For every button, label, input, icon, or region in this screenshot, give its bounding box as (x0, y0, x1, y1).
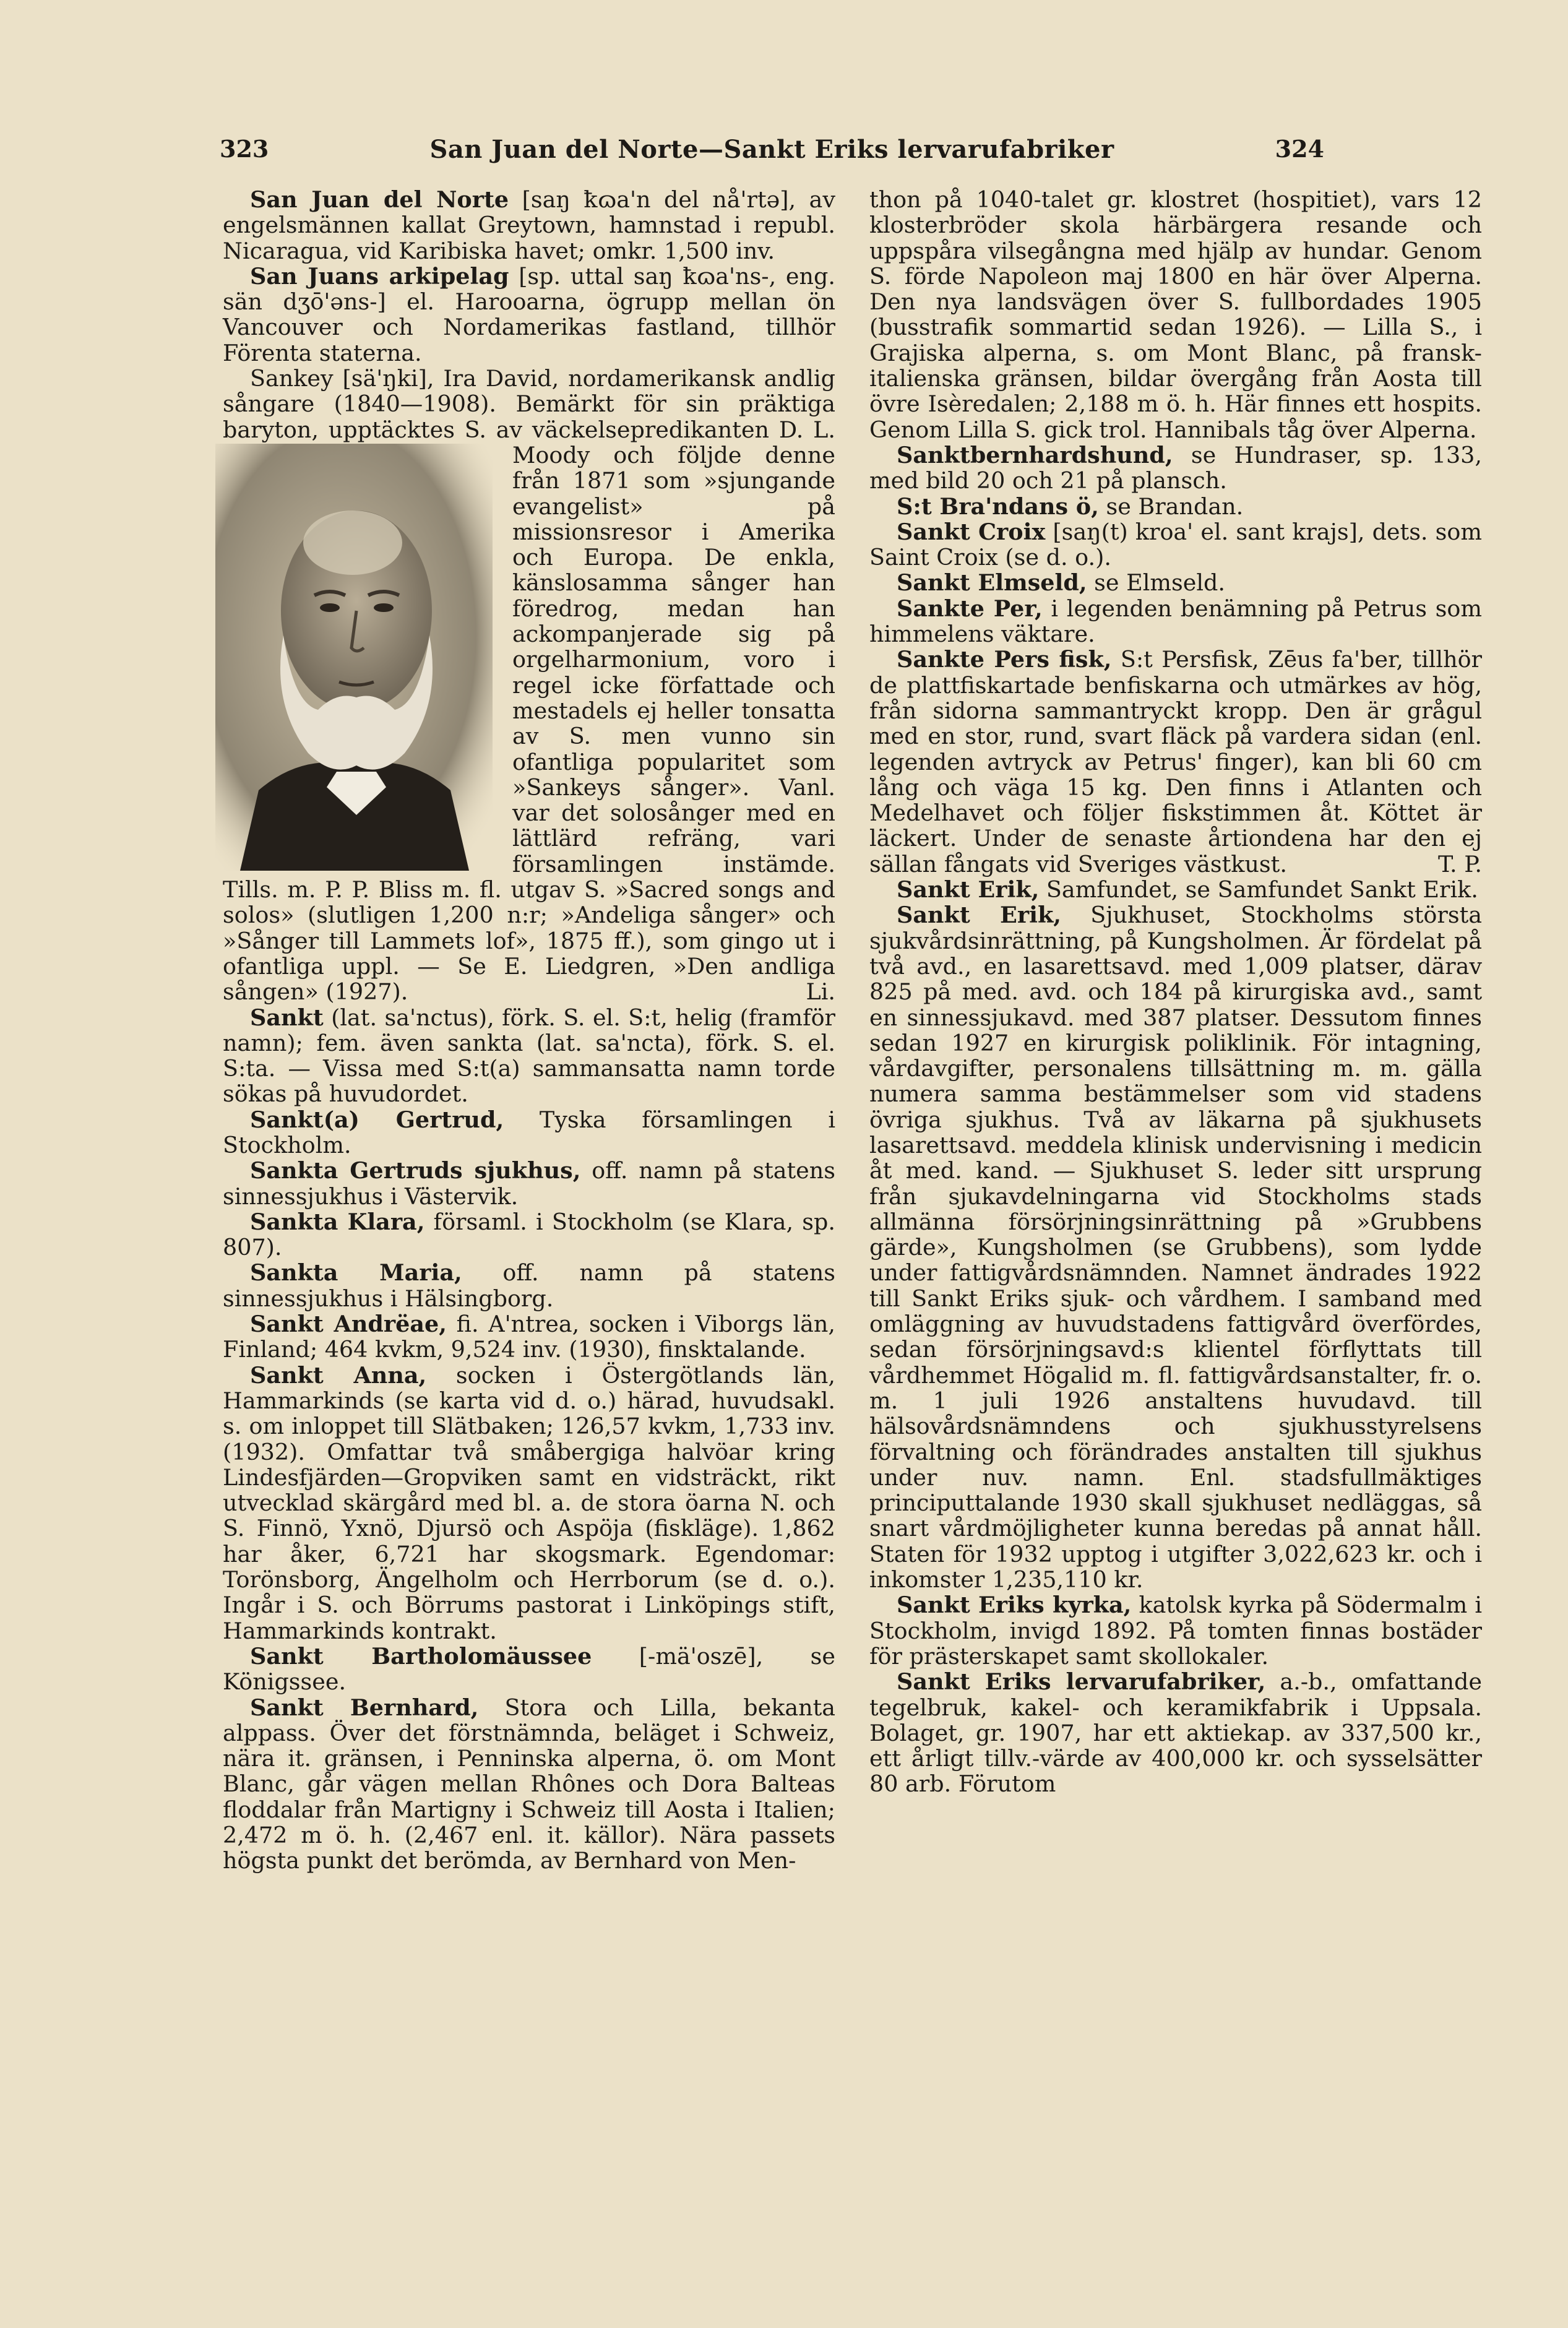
entry-text: [-mä'oszē], se Königssee. (223, 1642, 835, 1696)
sankey-portrait (215, 444, 493, 869)
entry-text: se Elmseld. (1087, 569, 1226, 597)
entry-headword: Sankt Erik, (897, 876, 1040, 903)
right-column (869, 187, 1482, 1797)
entry-text: denne från 1871 som »sjungande evangelist» på missionsresor i Amerika och Europa. De enkla, känslosamma sånger han föredrog, medan han ackompanjerade sig på orgelharmonium, voro i regel icke författade och mestadels ej heller tonsatta av S. men vunno sin ofantliga popularitet som »Sankeys sånger». Vanl. var det solosånger med en lättlärd refräng, vari församlingen instämde. Tills. m. P. P. Bliss m. fl. utgav S. »Sacred songs and solos» (slutligen 1,200 n:r; »Andeliga sånger» och »Sånger till Lammets lof», 1875 ff.), som gingo ut i ofantliga uppl. — Se E. Liedgren, »Den andliga sången» (1927). (223, 441, 835, 1006)
entry-text: a.-b., omfattande tegelbruk, kakel- och keramikfabrik i Uppsala. Bolaget, gr. 1907, har ett aktiekap. av 337,500 kr., ett årligt tillv.-värde av 400,000 kr. och sysselsätter 80 arb. Förutom (869, 1668, 1482, 1798)
entry-text: (lat. sa'nctus), förk. S. el. S:t, helig (framför namn); fem. även sankta (lat. sa'ncta), förk. S. el. S:ta. — Vissa med S:t(a) sammansatta namn torde sökas på huvudordet. (223, 1004, 835, 1108)
entry-sankta-maria (223, 1260, 835, 1311)
entry-sankt-erik-samfundet (869, 877, 1482, 902)
entry-headword: Sankt Elmseld, (897, 569, 1087, 597)
page-number-left: 323 (220, 135, 269, 163)
entry-text: Stora och Lilla, bekanta alppass. Över det förstnämnda, beläget i Schweiz, nära it. gränsen, i Penninska alperna, ö. om Mont Blanc, går vägen mellan Rhônes och Dora Balteas floddalar från Martigny i Schweiz till Aosta i Italien; 2,472 m ö. h. (2,467 enl. it. källor). Nära passets högsta punkt det berömda, av Bernhard von Men- (223, 1694, 836, 1874)
entry-sankt-bernhard (223, 1695, 835, 1874)
entry-text: se Brandan. (1098, 493, 1244, 520)
entry-sankt-bernhard-continued (869, 187, 1482, 442)
entry-headword: Sankt(a) Gertrud, (250, 1106, 504, 1133)
entry-headword: Sankte Per, (897, 595, 1043, 622)
entry-sankta-gertruds-sjukhus (223, 1158, 835, 1209)
entry-headword: Sankt Erik, (897, 902, 1061, 929)
author-signature: T. P. (1438, 850, 1482, 877)
entry-text: [saŋ(t) kroa' el. sant krajs], dets. som Saint Croix (se d. o.). (869, 518, 1483, 571)
entry-headword: Sankt Croix (897, 518, 1046, 545)
entry-sankt (223, 1005, 835, 1107)
entry-headword: Sankt Anna, (250, 1361, 427, 1389)
entry-sankte-per (869, 596, 1482, 647)
entry-headword: Sankt Eriks lervarufabriker, (897, 1668, 1266, 1696)
entry-sanktbernhardshund (869, 442, 1482, 494)
entry-san-juan-del-norte (223, 187, 835, 264)
entry-text: Samfundet, se Samfundet Sankt Erik. (1039, 876, 1478, 903)
entry-sankta-gertrud (223, 1107, 835, 1158)
entry-sankt-eriks-kyrka (869, 1592, 1482, 1669)
entry-headword: Sankta Gertruds sjukhus, (250, 1157, 581, 1184)
entry-headword: Sankt Bartholomäussee (250, 1642, 592, 1670)
entry-sankt-anna (223, 1363, 835, 1644)
entry-headword: Sankta Klara, (250, 1208, 425, 1235)
entry-headword: Sankt Bernhard, (250, 1694, 479, 1721)
entry-text: församl. i Stockholm (se Klara, sp. 807). (223, 1208, 835, 1261)
entry-text: thon på 1040-talet gr. klostret (hospitiet), vars 12 klosterbröder skola härbärgera resande och uppspåra vilsegångna med hjälp av hundar. Genom S. förde Napoleon maj 1800 en här över Alperna. Den nya landsvägen över S. fullbordades 1905 (busstrafik sommartid sedan 1926). — Lilla S., i Grajiska alperna, s. om Mont Blanc, på fransk-italienska gränsen, bildar övergång från Aosta till övre Isèredalen; 2,188 m ö. h. Här finnes ett hospits. Genom Lilla S. gick trol. Hannibals tåg över Alperna. (869, 186, 1482, 443)
entry-text: [saŋ ꝁɷa'n del nå'rtə], av engelsmännen kallat Greytown, hamnstad i republ. Nicaragua, vid Karibiska havet; omkr. 1,500 inv. (223, 186, 836, 264)
page-header (220, 135, 1324, 172)
entry-headword: Sankt Andrëae, (250, 1311, 447, 1338)
entry-headword: San Juan del Norte (250, 186, 509, 213)
portrait-image (215, 444, 493, 871)
entry-text: [sp. uttal saŋ ꝁɷa'ns-, eng. sän dʒō'əns-] el. Harooarna, ögrupp mellan ön Vancouver och Nordamerikas fastland, tillhör Förenta staterna. (223, 262, 835, 366)
entry-st-brandans-o (869, 494, 1482, 519)
page-number-right: 324 (1275, 135, 1324, 163)
author-signature: Li. (806, 978, 835, 1006)
entry-text-part: Sankey [sä'ŋki], Ira David, nordamerikansk andlig sångare (1840—1908). Bemärkt för sin präktiga baryton, upptäcktes S. av väckelsepredikanten D. L. Moody och följde (223, 365, 835, 468)
entry-headword: S:t Bra'ndans ö, (897, 493, 1099, 520)
entry-text: socken i Östergötlands län, Hammarkinds (se karta vid d. o.) härad, huvudsakl. s. om inloppet till Slätbaken; 126,57 kvkm, 1,733 inv. (1932). Omfattar två småbergiga halvöar kring Lindesfjärden—Gropviken samt en vidsträckt, rikt utvecklad skärgård med bl. a. de stora öarna N. och S. Finnö, Yxnö, Djursö och Aspöja (fiskläge). 1,862 har åker, 6,721 har skogsmark. Egendomar: Torönsborg, Ängelholm och Herrborum (se d. o.). Ingår i S. och Börrums pastorat i Linköpings stift, Hammarkinds kontrakt. (223, 1361, 836, 1644)
entry-text: se Hundraser, sp. 133, med bild 20 och 21 på plansch. (869, 441, 1482, 494)
entry-text: katolsk kyrka på Södermalm i Stockholm, invigd 1892. På tomten finnas bostäder för prästerskapet samt skollokaler. (869, 1592, 1482, 1670)
entry-headword: San Juans arkipelag (250, 262, 509, 290)
entry-text: Tyska församlingen i Stockholm. (223, 1106, 835, 1158)
entry-headword: Sankta Maria, (250, 1259, 462, 1287)
entry-headword: Sanktbernhardshund, (897, 441, 1173, 468)
entry-sankt-eriks-lervarufabriker (869, 1669, 1482, 1796)
entry-headword: Sankte Pers fisk, (897, 646, 1112, 673)
entry-headword: Sankt Eriks kyrka, (897, 1592, 1132, 1619)
entry-sankt-bartholomaussee (223, 1644, 835, 1695)
entry-sankt-elmseld (869, 570, 1482, 595)
entry-san-juans-arkipelag (223, 264, 835, 366)
entry-text: S:t Persfisk, Zēus fa'ber, tillhör de plattfiskartade benfiskarna och utmärkes av hög, från sidorna sammantryckt kropp. Den är grågul med en stor, rund, svart fläck på vardera sidan (enl. legenden avtryck av Petrus' finger), kan bli 60 cm lång och väga 15 kg. Den finns i Atlanten och Medelhavet och följer fiskstimmen åt. Köttet är läckert. Under de senaste årtiondena har den ej sällan fångats vid Sveriges västkust. (869, 646, 1483, 877)
entry-sankte-pers-fisk (869, 647, 1482, 877)
running-title: San Juan del Norte—Sankt Eriks lervarufabriker (429, 135, 1114, 164)
entry-text: fi. A'ntrea, socken i Viborgs län, Finland; 464 kvkm, 9,524 inv. (1930), finsktalande. (223, 1311, 835, 1363)
entry-sankt-erik-sjukhuset (869, 902, 1482, 1592)
entry-text: off. namn på statens sinnessjukhus i Västervik. (223, 1157, 836, 1210)
left-column (223, 187, 835, 1874)
entry-text: off. namn på statens sinnessjukhus i Hälsingborg. (223, 1259, 836, 1312)
entry-sankt-andreae (223, 1311, 835, 1363)
entry-text: Sjukhuset, Stockholms största sjukvårdsinrättning, på Kungsholmen. Är fördelat på två avd., en lasarettsavd. med 1,009 platser, därav 825 på med. avd. och 184 på kirurgiska avd., samt en sinnessjukavd. med 387 platser. Dessutom finnes sedan 1927 en kirurgisk poliklinik. För intagning, vårdavgifter, personalens tillsättning m. m. gälla numera samma bestämmelser som vid stadens övriga sjukhus. Två av läkarna på sjukhusets lasarettsavd. meddela klinisk undervisning i medicin åt med. kand. — Sjukhuset S. leder sitt ursprung från sjukavdelningarna vid Stockholms stads allmänna försörjningsinrättning på »Grubbens gärde», Kungsholmen (se Grubbens), som lydde under fattigvårdsnämnden. Namnet ändrades 1922 till Sankt Eriks sjuk- och vårdhem. I samband med omläggning av huvudstadens fattigvård överfördes, sedan försörjningsavd:s klientel förflyttats till vårdhemmet Högalid m. fl. fattigvårdsanstalter, fr. o. m. 1 juli 1926 anstaltens huvudavd. till hälsovårdsnämndens och sjukhusstyrelsens förvaltning och förändrades anstalten till sjukhus under nuv. namn. Enl. stadsfullmäktiges principuttalande 1930 skall sjukhuset nedläggas, så snart vårdmöjligheter kunna beredas på annat håll. Staten för 1932 upptog i utgifter 3,022,623 kr. och i inkomster 1,235,110 kr. (869, 902, 1482, 1593)
entry-text: i legenden benämning på Petrus som himmelens väktare. (869, 595, 1482, 648)
entry-sankta-klara (223, 1209, 835, 1261)
entry-sankt-croix (869, 519, 1482, 571)
entry-headword: Sankt (250, 1004, 324, 1031)
